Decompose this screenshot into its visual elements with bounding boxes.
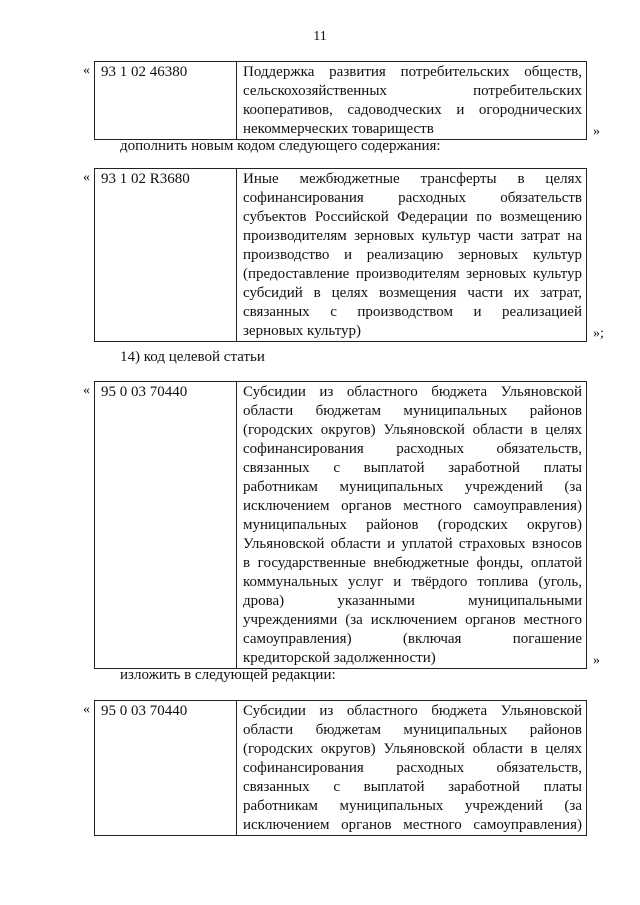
description-line: исключением органов местного самоуправления) <box>243 817 582 833</box>
description-line: Поддержка развития потребительских обществ, <box>243 64 582 80</box>
code-entry-2 <box>70 168 630 342</box>
description-line: кооперативов, садоводческих и огороднических <box>243 102 582 118</box>
close-quote: » <box>593 124 600 139</box>
code-entry-3 <box>70 381 630 669</box>
description-line: софинансирования расходных обязательств <box>243 190 582 206</box>
code-entry-1 <box>70 61 630 140</box>
description-line: зерновых культур) <box>243 323 362 339</box>
description-line: учреждениями (за исключением органов местного <box>243 612 582 628</box>
code-table <box>94 700 587 836</box>
code-table <box>94 61 587 140</box>
page-number: 11 <box>313 29 327 44</box>
code-table <box>94 168 587 342</box>
code-cell: 93 1 02 R3680 <box>95 169 237 342</box>
description-line: Субсидии из областного бюджета Ульяновской <box>243 703 582 719</box>
description-line: Иные межбюджетные трансферты в целях <box>243 171 582 187</box>
description-line: софинансирования расходных обязательств, <box>243 441 582 457</box>
description-line: Субсидии из областного бюджета Ульяновской <box>243 384 582 400</box>
close-quote: » <box>593 653 600 668</box>
item-14-heading: 14) код целевой статьи <box>120 349 265 365</box>
description-line: связанных с производством и реализацией <box>243 304 582 320</box>
description-cell <box>237 169 587 342</box>
description-line: связанных с выплатой заработной платы <box>243 460 582 476</box>
description-line: в государственные внебюджетные фонды, оплатой <box>243 555 582 571</box>
description-line: муниципальных районов (городских округов) <box>243 517 582 533</box>
close-quote: »; <box>593 326 604 341</box>
description-line: области бюджетам муниципальных районов <box>243 722 582 738</box>
code-entry-4 <box>70 700 630 836</box>
description-line: дрова) указанными муниципальными <box>243 593 582 609</box>
description-line: (городских округов) Ульяновской области в целях <box>243 422 582 438</box>
description-line: некоммерческих товариществ <box>243 121 434 137</box>
open-quote: « <box>83 702 90 717</box>
code-cell: 95 0 03 70440 <box>95 701 237 836</box>
description-line: сельскохозяйственных потребительских <box>243 83 582 99</box>
description-line: коммунальных услуг и твёрдого топлива (уголь, <box>243 574 582 590</box>
description-line: субъектов Российской Федерации по возмещению <box>243 209 582 225</box>
description-line: производство и реализацию зерновых культур <box>243 247 582 263</box>
instruction-text: изложить в следующей редакции: <box>120 667 336 683</box>
description-line: связанных с выплатой заработной платы <box>243 779 582 795</box>
description-line: (городских округов) Ульяновской области в целях <box>243 741 582 757</box>
description-line: работникам муниципальных учреждений (за <box>243 479 582 495</box>
description-cell <box>237 701 587 836</box>
description-cell <box>237 382 587 669</box>
description-line: исключением органов местного самоуправления) <box>243 498 582 514</box>
description-line: софинансирования расходных обязательств, <box>243 760 582 776</box>
code-cell: 95 0 03 70440 <box>95 382 237 669</box>
description-line: Ульяновской области и уплатой страховых взносов <box>243 536 582 552</box>
description-line: (предоставление производителям зерновых культур <box>243 266 582 282</box>
description-cell <box>237 62 587 140</box>
description-line: кредиторской задолженности) <box>243 650 436 666</box>
code-table <box>94 381 587 669</box>
description-line: работникам муниципальных учреждений (за <box>243 798 582 814</box>
description-line: производителям зерновых культур части затрат на <box>243 228 582 244</box>
open-quote: « <box>83 63 90 78</box>
open-quote: « <box>83 170 90 185</box>
instruction-text: дополнить новым кодом следующего содержания: <box>120 138 441 154</box>
description-line: области бюджетам муниципальных районов <box>243 403 582 419</box>
description-line: самоуправления) (включая погашение <box>243 631 582 647</box>
code-cell: 93 1 02 46380 <box>95 62 237 140</box>
open-quote: « <box>83 383 90 398</box>
description-line: субсидий в целях возмещения части их затрат, <box>243 285 582 301</box>
